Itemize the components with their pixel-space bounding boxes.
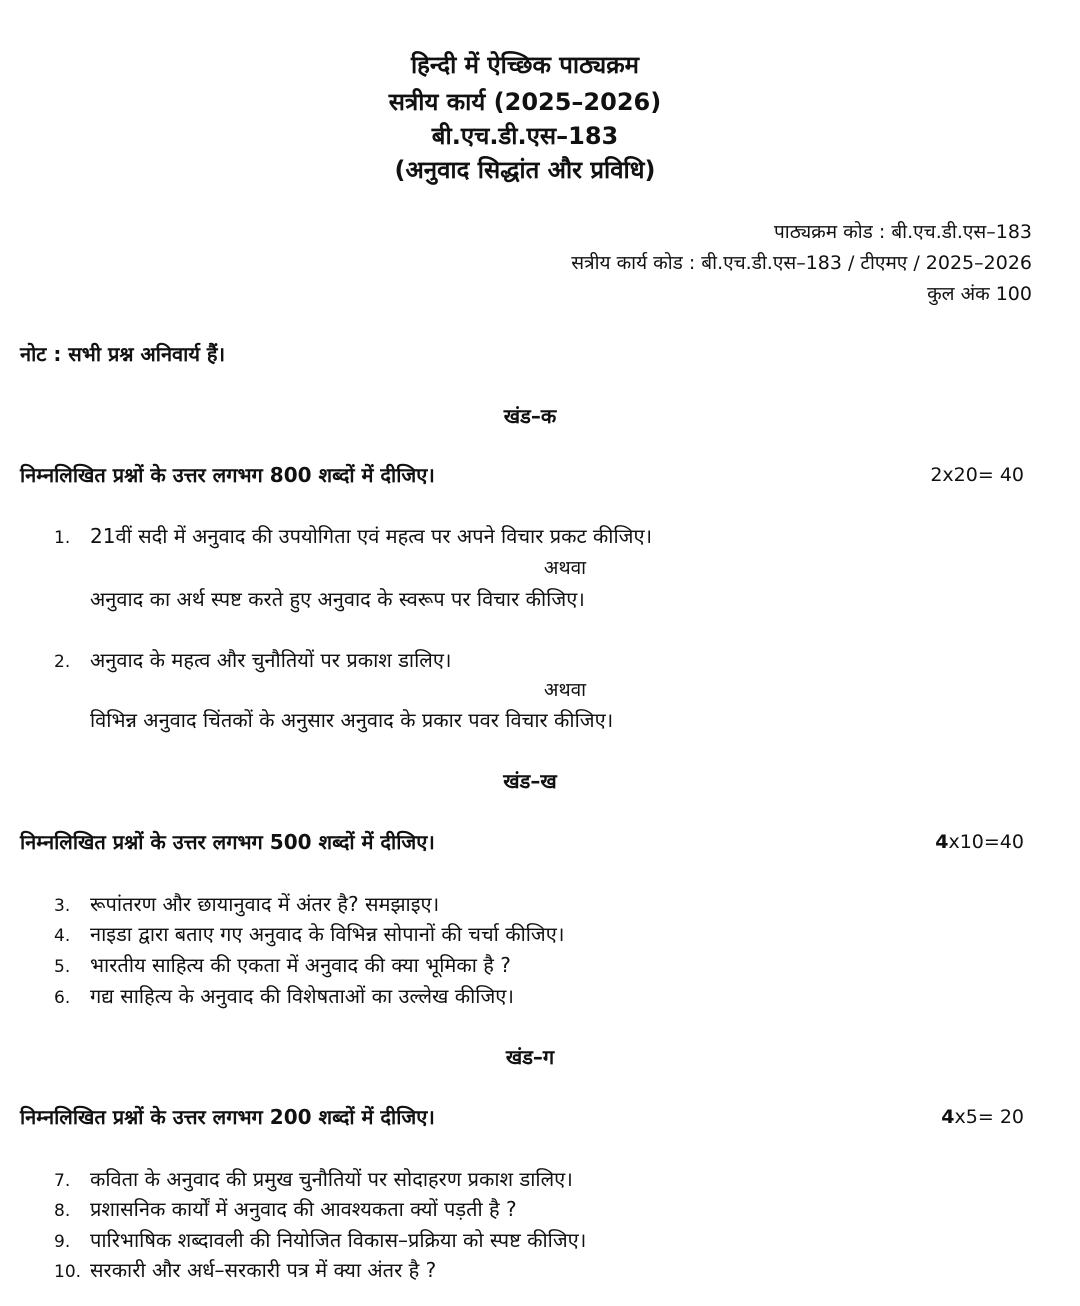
course-code: पाठ्यक्रम कोड : बी.एच.डी.एस–183 <box>774 221 1032 243</box>
question-text: अनुवाद के महत्व और चुनौतियों पर प्रकाश डालिए। <box>90 648 452 672</box>
question-5 <box>54 951 511 978</box>
question-number: 5. <box>54 957 71 977</box>
question-text: नाइडा द्वारा बताए गए अनुवाद के विभिन्न सोपानों की चर्चा कीजिए। <box>90 922 565 946</box>
or-label: अथवा <box>543 557 587 579</box>
question-text: भारतीय साहित्य की एकता में अनुवाद की क्या भूमिका है ? <box>90 953 511 977</box>
marks-multiplier: 4 <box>935 831 949 853</box>
or-label: अथवा <box>543 679 587 701</box>
question-number: 7. <box>54 1171 71 1191</box>
question-8 <box>54 1195 517 1222</box>
question-3 <box>54 890 439 917</box>
question-text: प्रशासनिक कार्यों में अनुवाद की आवश्यकता क्यों पड़ती है ? <box>90 1197 517 1221</box>
section-instruction-c: निम्नलिखित प्रश्नों के उत्तर लगभग 200 शब्दों में दीजिए। <box>20 1105 435 1129</box>
question-number: 2. <box>54 652 71 672</box>
section-title-c: खंड–ग <box>505 1045 555 1069</box>
question-1-alternative: अनुवाद का अर्थ स्पष्ट करते हुए अनुवाद के स्वरूप पर विचार कीजिए। <box>90 587 585 611</box>
section-instruction-a: निम्नलिखित प्रश्नों के उत्तर लगभग 800 शब्दों में दीजिए। <box>20 463 435 487</box>
question-2 <box>54 646 451 673</box>
header-line-1: हिन्दी में ऐच्छिक पाठ्यक्रम <box>410 51 640 79</box>
question-text: रूपांतरण और छायानुवाद में अंतर है? समझाइए। <box>90 892 440 916</box>
question-number: 8. <box>54 1201 71 1221</box>
question-number: 3. <box>54 896 71 916</box>
question-number: 1. <box>54 528 71 548</box>
question-number: 9. <box>54 1232 71 1252</box>
question-2-alternative: विभिन्न अनुवाद चिंतकों के अनुसार अनुवाद के प्रकार पवर विचार कीजिए। <box>90 708 614 732</box>
question-number: 4. <box>54 926 71 946</box>
assignment-code: सत्रीय कार्य कोड : बी.एच.डी.एस–183 / टीएमए / 2025–2026 <box>571 252 1032 274</box>
question-7 <box>54 1165 573 1192</box>
section-title-a: खंड–क <box>503 404 557 428</box>
question-4 <box>54 920 564 947</box>
question-number: 6. <box>54 988 71 1008</box>
header-line-4: (अनुवाद सिद्धांत और प्रविधि) <box>394 156 656 184</box>
question-text: कविता के अनुवाद की प्रमुख चुनौतियों पर सोदाहरण प्रकाश डालिए। <box>90 1167 573 1191</box>
section-marks-a: 2x20= 40 <box>930 464 1024 486</box>
note: नोट : सभी प्रश्न अनिवार्य हैं। <box>20 342 226 366</box>
total-marks: कुल अंक 100 <box>927 283 1032 305</box>
marks-rest: x5= 20 <box>954 1106 1024 1128</box>
question-text: 21वीं सदी में अनुवाद की उपयोगिता एवं महत्व पर अपने विचार प्रकट कीजिए। <box>90 524 653 548</box>
question-10 <box>54 1256 436 1283</box>
section-marks-b <box>935 831 1024 853</box>
question-text: सरकारी और अर्ध–सरकारी पत्र में क्या अंतर है ? <box>90 1258 437 1282</box>
header-line-2: सत्रीय कार्य (2025–2026) <box>388 88 662 116</box>
question-text: गद्य साहित्य के अनुवाद की विशेषताओं का उल्लेख कीजिए। <box>90 984 514 1008</box>
question-9 <box>54 1226 586 1253</box>
question-1 <box>54 522 652 549</box>
header-line-3: बी.एच.डी.एस–183 <box>431 122 619 150</box>
section-instruction-b: निम्नलिखित प्रश्नों के उत्तर लगभग 500 शब्दों में दीजिए। <box>20 830 435 854</box>
question-6 <box>54 982 514 1009</box>
marks-rest: x10=40 <box>948 831 1024 853</box>
question-number: 10. <box>54 1262 82 1282</box>
marks-multiplier: 4 <box>941 1106 955 1128</box>
section-title-b: खंड–ख <box>503 769 557 793</box>
section-marks-c <box>941 1106 1024 1128</box>
question-text: पारिभाषिक शब्दावली की नियोजित विकास–प्रक्रिया को स्पष्ट कीजिए। <box>90 1228 587 1252</box>
